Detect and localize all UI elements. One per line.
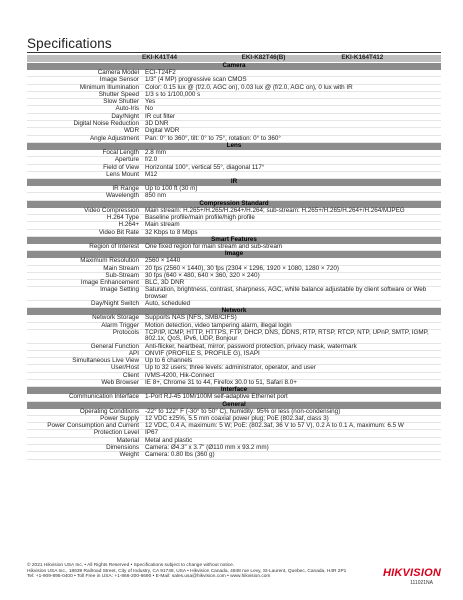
model-header: EKI-K41T44	[142, 55, 242, 63]
footer-contact: Tel: +1-909-895-0400 • Toll Free in USA: +1-866-200-6690 • E-Mail: sales.usa@hikvision.com • www.hikvision.com	[27, 574, 271, 580]
spec-label: Image Setting	[27, 287, 142, 301]
spec-row	[27, 186, 441, 193]
spec-value: -22° to 122° F (-30° to 50° C), humidity: 95% or less (non-condensing)	[142, 409, 441, 416]
spec-value: IP67	[142, 430, 441, 437]
spec-label: Slow Shutter	[27, 99, 142, 106]
section-title: Smart Features	[27, 236, 441, 244]
spec-row	[27, 99, 441, 106]
spec-value: BLC, 3D DNR	[142, 280, 441, 287]
spec-row	[27, 287, 441, 301]
spec-row	[27, 77, 441, 84]
spec-value: 2560 × 1440	[142, 258, 441, 265]
spec-label: Material	[27, 437, 142, 444]
spec-value: Yes	[142, 99, 441, 106]
spec-label: Network Storage	[27, 315, 142, 322]
spec-value: Baseline profile/main profile/high profile	[142, 215, 441, 222]
spec-row	[27, 121, 441, 128]
spec-row	[27, 258, 441, 265]
spec-value: Supports NAS (NFS, SMB/CIFS)	[142, 315, 441, 322]
spec-label: WDR	[27, 128, 142, 135]
model-header: EKI-K82T46(B)	[242, 55, 342, 63]
section-title: General	[27, 401, 441, 409]
spec-row	[27, 423, 441, 430]
hikvision-logo: HIKVISION	[382, 567, 441, 579]
spec-label: H.264+	[27, 222, 142, 229]
spec-value: Anti-flicker, heartbeat, mirror, password protection, privacy mask, watermark	[142, 343, 441, 350]
spec-label: Wavelength	[27, 193, 142, 200]
section-header	[27, 179, 441, 187]
spec-row	[27, 164, 441, 171]
spec-label: Day/Night Switch	[27, 301, 142, 308]
spec-label: IR Range	[27, 186, 142, 193]
spec-label: Communication Interface	[27, 394, 142, 401]
spec-value: iVMS-4200, Hik-Connect	[142, 372, 441, 379]
spec-label: Operating Conditions	[27, 409, 142, 416]
footer-address: Hikvision USA Inc., 18639 Railroad Street, City of Industry, CA 91748, USA • Hikvision Canada, 4848 rue Levy, St-Laurent, Quebec, Canada, H4R 2P1	[27, 568, 347, 574]
spec-value: M12	[142, 171, 441, 178]
spec-label: Video Bit Rate	[27, 229, 142, 236]
spec-value: Camera: 0.80 lbs (360 g)	[142, 452, 441, 459]
spec-value: f/2.0	[142, 157, 441, 164]
spec-value: 20 fps (2560 × 1440), 30 fps (2304 × 1296, 1920 × 1080, 1280 × 720)	[142, 265, 441, 272]
spec-label: Aperture	[27, 157, 142, 164]
spec-label: Auto-Iris	[27, 106, 142, 113]
spec-label: Simultaneous Live View	[27, 358, 142, 365]
footer	[27, 563, 346, 580]
spec-row	[27, 157, 441, 164]
spec-row	[27, 365, 441, 372]
model-header: EKI-K164T412	[341, 55, 441, 63]
spec-value: Digital WDR	[142, 128, 441, 135]
spec-label: Shutter Speed	[27, 91, 142, 98]
spec-label: Camera Model	[27, 70, 142, 77]
section-title: IR	[27, 179, 441, 187]
spec-label: Web Browser	[27, 379, 142, 386]
spec-label: Video Compression	[27, 208, 142, 215]
spec-row	[27, 430, 441, 437]
spec-label: Region of Interest	[27, 244, 142, 251]
spec-value: 32 Kbps to 8 Mbps	[142, 229, 441, 236]
spec-label: Image Sensor	[27, 77, 142, 84]
spec-value: Main stream: H.265+/H.265/H.264+/H.264; sub-stream: H.265+/H.265/H.264+/H.264/MJPEG	[142, 208, 441, 215]
section-title: Interface	[27, 387, 441, 395]
spec-value: ECI-T24F2	[142, 70, 441, 77]
section-title: Network	[27, 308, 441, 316]
spec-value: Metal and plastic	[142, 437, 441, 444]
spec-label: API	[27, 350, 142, 357]
spec-value: Up to 100 ft (30 m)	[142, 186, 441, 193]
spec-value: 3D DNR	[142, 121, 441, 128]
spec-label: Angle Adjustment	[27, 135, 142, 142]
spec-value: Horizontal 100°, vertical 55°, diagonal 117°	[142, 164, 441, 171]
spec-value: Motion detection, video tampering alarm, illegal login	[142, 322, 441, 329]
spec-value: 2.8 mm	[142, 150, 441, 157]
spec-value: Color: 0.15 lux @ (f/2.0, AGC on), 0.03 lux @ (f/2.0, AGC on), 0 lux with IR	[142, 84, 441, 91]
spec-value: Saturation, brightness, contrast, sharpness, AGC, white balance adjustable by client software or Web browser	[142, 287, 441, 301]
title-rule	[27, 52, 441, 53]
spec-value: 12 VDC, 0.4 A, maximum: 5 W; PoE: (802.3af, 36 V to 57 V), 0.2 A to 0.1 A, maximum: 6.5 W	[142, 423, 441, 430]
spec-value: 1/3" (4 MP) progressive scan CMOS	[142, 77, 441, 84]
spec-row	[27, 150, 441, 157]
spec-label: Sub-Stream	[27, 272, 142, 279]
spec-value: One fixed region for main stream and sub-stream	[142, 244, 441, 251]
spec-label: Day/Night	[27, 113, 142, 120]
spec-label: H.264 Type	[27, 215, 142, 222]
spec-value: 850 nm	[142, 193, 441, 200]
spec-label: Main Stream	[27, 265, 142, 272]
spec-value: 30 fps (640 × 480, 640 × 360, 320 × 240)	[142, 272, 441, 279]
model-header-spacer	[27, 55, 142, 63]
spec-row	[27, 106, 441, 113]
spec-value: 12 VDC ±25%, 5.5 mm coaxial power plug; PoE (802.3af, class 3)	[142, 415, 441, 422]
spec-label: Focal Length	[27, 150, 142, 157]
spec-value: Up to 32 users; three levels: administrator, operator, and user	[142, 365, 441, 372]
spec-value: 1-Port RJ-45 10M/100M self-adaptive Ethernet port	[142, 394, 441, 401]
spec-label: Digital Noise Reduction	[27, 121, 142, 128]
spec-label: Minimum Illumination	[27, 84, 142, 91]
spec-value: Main stream	[142, 222, 441, 229]
spec-table	[27, 55, 441, 460]
spec-label: Power Consumption and Current	[27, 423, 142, 430]
spec-label: Lens Mount	[27, 171, 142, 178]
spec-row	[27, 91, 441, 98]
spec-body	[27, 63, 441, 460]
spec-label: Protocols	[27, 329, 142, 343]
section-title: Camera	[27, 63, 441, 71]
spec-label: Field of View	[27, 164, 142, 171]
spec-label: Maximum Resolution	[27, 258, 142, 265]
section-title: Lens	[27, 142, 441, 150]
spec-value: Auto, scheduled	[142, 301, 441, 308]
section-title: Image	[27, 251, 441, 259]
footer-copyright: © 2021 Hikvision USA Inc. • All Rights Reserved • Specifications subject to change without notice.	[27, 563, 235, 568]
spec-row	[27, 452, 441, 459]
spec-row	[27, 215, 441, 222]
page-title: Specifications	[27, 36, 112, 51]
spec-value: IR cut filter	[142, 113, 441, 120]
spec-value: IE 8+, Chrome 31 to 44, Firefox 30.0 to 51, Safari 8.0+	[142, 379, 441, 386]
section-header	[27, 63, 441, 71]
spec-value: ONVIF (PROFILE S, PROFILE G), ISAPI	[142, 350, 441, 357]
spec-row	[27, 222, 441, 229]
section-title: Compression Standard	[27, 200, 441, 208]
document-id: 111021NA	[410, 580, 433, 586]
spec-label: Client	[27, 372, 142, 379]
section-header	[27, 142, 441, 150]
spec-label: Weight	[27, 452, 142, 459]
spec-value: 1/3 s to 1/100,000 s	[142, 91, 441, 98]
spec-label: Power Supply	[27, 415, 142, 422]
spec-label: User/Host	[27, 365, 142, 372]
spec-label: Protection Level	[27, 430, 142, 437]
spec-label: Image Enhancement	[27, 280, 142, 287]
spec-row	[27, 84, 441, 91]
spec-label: General Function	[27, 343, 142, 350]
spec-label: Alarm Trigger	[27, 322, 142, 329]
spec-label: Dimensions	[27, 445, 142, 452]
spec-value: TCP/IP, ICMP, HTTP, HTTPS, FTP, DHCP, DNS, DDNS, RTP, RTSP, RTCP, NTP, UPnP, SMTP, IGMP, 802.1x, QoS, IPv6, UDP, Bonjour	[142, 329, 441, 343]
spec-row	[27, 329, 441, 343]
spec-value: Up to 6 channels	[142, 358, 441, 365]
spec-value: Camera: Ø4.3" x 3.7" (Ø110 mm x 93.2 mm)	[142, 445, 441, 452]
spec-value: Pan: 0° to 360°, tilt: 0° to 75°, rotation: 0° to 360°	[142, 135, 441, 142]
spec-row	[27, 445, 441, 452]
spec-value: No	[142, 106, 441, 113]
